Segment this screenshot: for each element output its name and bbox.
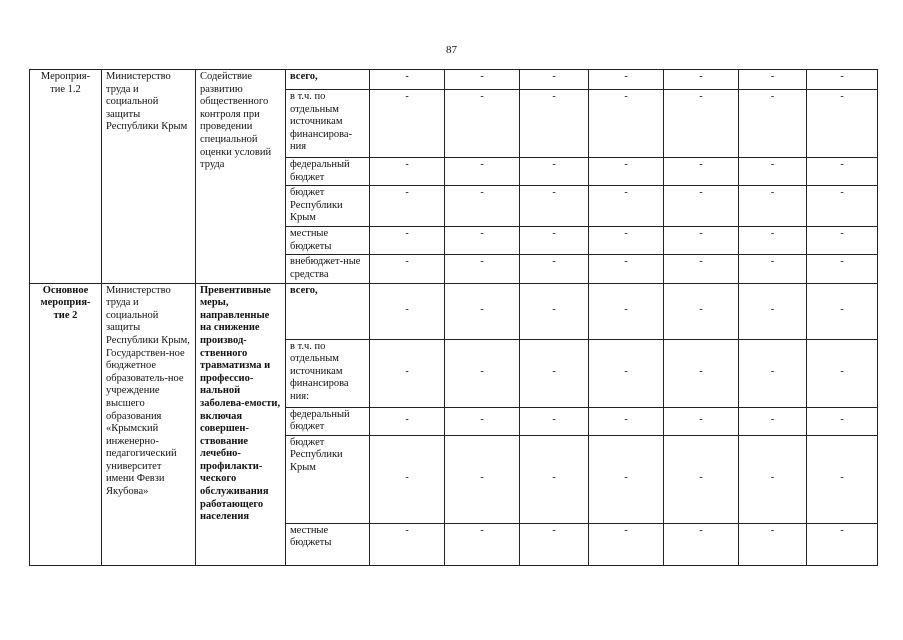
funding-value: - bbox=[807, 90, 878, 158]
activity-executor: Министерство труда и социальной защиты Республики Крым, Государствен-ное бюджетное образователь-ное учреждение высшего образования «Крымский инженерно-педагогический университет имени Февзи Якубова» bbox=[102, 283, 196, 565]
funding-value: - bbox=[807, 435, 878, 523]
funding-value: - bbox=[589, 255, 664, 283]
funding-value: - bbox=[739, 523, 807, 565]
funding-value: - bbox=[370, 435, 445, 523]
funding-value: - bbox=[370, 158, 445, 186]
activity-title: Содействие развитию общественного контроля при проведении специальной оценки условий труда bbox=[196, 70, 286, 284]
activity-executor: Министерство труда и социальной защиты Республики Крым bbox=[102, 70, 196, 284]
funding-value: - bbox=[589, 407, 664, 435]
funding-value: - bbox=[807, 186, 878, 227]
funding-value: - bbox=[739, 90, 807, 158]
funding-value: - bbox=[739, 255, 807, 283]
funding-value: - bbox=[370, 227, 445, 255]
funding-source-label: в т.ч. по отдельным источникам финансирова-ния bbox=[286, 90, 370, 158]
funding-value: - bbox=[520, 407, 589, 435]
funding-value: - bbox=[370, 339, 445, 407]
funding-value: - bbox=[589, 70, 664, 90]
funding-value: - bbox=[664, 255, 739, 283]
funding-value: - bbox=[739, 435, 807, 523]
funding-value: - bbox=[370, 283, 445, 339]
funding-source-label: федеральный бюджет bbox=[286, 407, 370, 435]
funding-value: - bbox=[589, 283, 664, 339]
funding-value: - bbox=[589, 227, 664, 255]
funding-source-label: внебюджет-ные средства bbox=[286, 255, 370, 283]
funding-value: - bbox=[664, 283, 739, 339]
funding-value: - bbox=[739, 158, 807, 186]
funding-value: - bbox=[664, 523, 739, 565]
funding-source-label: всего, bbox=[286, 283, 370, 339]
table-row bbox=[30, 283, 878, 339]
financing-table bbox=[29, 69, 878, 566]
funding-value: - bbox=[445, 158, 520, 186]
funding-value: - bbox=[664, 435, 739, 523]
activity-title: Превентивные меры, направленные на снижение производ-ственного травматизма и профессио-нальной заболева-емости, включая совершен-ствование лечебно-профилакти-ческого обслуживания работающего населения bbox=[196, 283, 286, 565]
funding-value: - bbox=[520, 227, 589, 255]
funding-source-label: федеральный бюджет bbox=[286, 158, 370, 186]
funding-value: - bbox=[664, 227, 739, 255]
funding-value: - bbox=[370, 255, 445, 283]
funding-value: - bbox=[445, 523, 520, 565]
funding-value: - bbox=[589, 186, 664, 227]
funding-value: - bbox=[807, 283, 878, 339]
funding-value: - bbox=[370, 70, 445, 90]
funding-value: - bbox=[589, 339, 664, 407]
funding-source-label: в т.ч. по отдельным источникам финансирова ния: bbox=[286, 339, 370, 407]
funding-value: - bbox=[520, 158, 589, 186]
funding-value: - bbox=[445, 70, 520, 90]
funding-value: - bbox=[445, 283, 520, 339]
funding-source-label: бюджет Республики Крым bbox=[286, 435, 370, 523]
funding-value: - bbox=[370, 90, 445, 158]
funding-value: - bbox=[664, 70, 739, 90]
funding-value: - bbox=[445, 227, 520, 255]
activity-code: Основное мероприя-тие 2 bbox=[30, 283, 102, 565]
funding-value: - bbox=[739, 407, 807, 435]
funding-value: - bbox=[664, 339, 739, 407]
funding-value: - bbox=[739, 227, 807, 255]
funding-value: - bbox=[807, 158, 878, 186]
funding-value: - bbox=[370, 407, 445, 435]
funding-value: - bbox=[739, 339, 807, 407]
funding-value: - bbox=[664, 158, 739, 186]
funding-source-label: всего, bbox=[286, 70, 370, 90]
funding-value: - bbox=[589, 523, 664, 565]
funding-value: - bbox=[370, 186, 445, 227]
funding-value: - bbox=[445, 90, 520, 158]
funding-source-label: местные бюджеты bbox=[286, 227, 370, 255]
funding-value: - bbox=[520, 186, 589, 227]
funding-value: - bbox=[520, 339, 589, 407]
funding-value: - bbox=[807, 70, 878, 90]
funding-value: - bbox=[807, 407, 878, 435]
funding-value: - bbox=[664, 90, 739, 158]
funding-value: - bbox=[370, 523, 445, 565]
funding-value: - bbox=[520, 90, 589, 158]
funding-value: - bbox=[589, 158, 664, 186]
funding-value: - bbox=[520, 70, 589, 90]
funding-value: - bbox=[664, 186, 739, 227]
funding-source-label: местные бюджеты bbox=[286, 523, 370, 565]
funding-value: - bbox=[445, 407, 520, 435]
funding-source-label: бюджет Республики Крым bbox=[286, 186, 370, 227]
page-number: 87 bbox=[446, 44, 457, 56]
funding-value: - bbox=[589, 90, 664, 158]
funding-value: - bbox=[807, 523, 878, 565]
funding-value: - bbox=[739, 186, 807, 227]
activity-code: Мероприя-тие 1.2 bbox=[30, 70, 102, 284]
funding-value: - bbox=[807, 227, 878, 255]
funding-value: - bbox=[520, 255, 589, 283]
funding-value: - bbox=[445, 435, 520, 523]
funding-value: - bbox=[520, 523, 589, 565]
funding-value: - bbox=[520, 283, 589, 339]
funding-value: - bbox=[445, 186, 520, 227]
funding-value: - bbox=[445, 339, 520, 407]
funding-value: - bbox=[520, 435, 589, 523]
funding-value: - bbox=[445, 255, 520, 283]
funding-value: - bbox=[589, 435, 664, 523]
funding-value: - bbox=[664, 407, 739, 435]
funding-value: - bbox=[739, 283, 807, 339]
table-row bbox=[30, 70, 878, 90]
funding-value: - bbox=[807, 255, 878, 283]
funding-value: - bbox=[739, 70, 807, 90]
funding-value: - bbox=[807, 339, 878, 407]
